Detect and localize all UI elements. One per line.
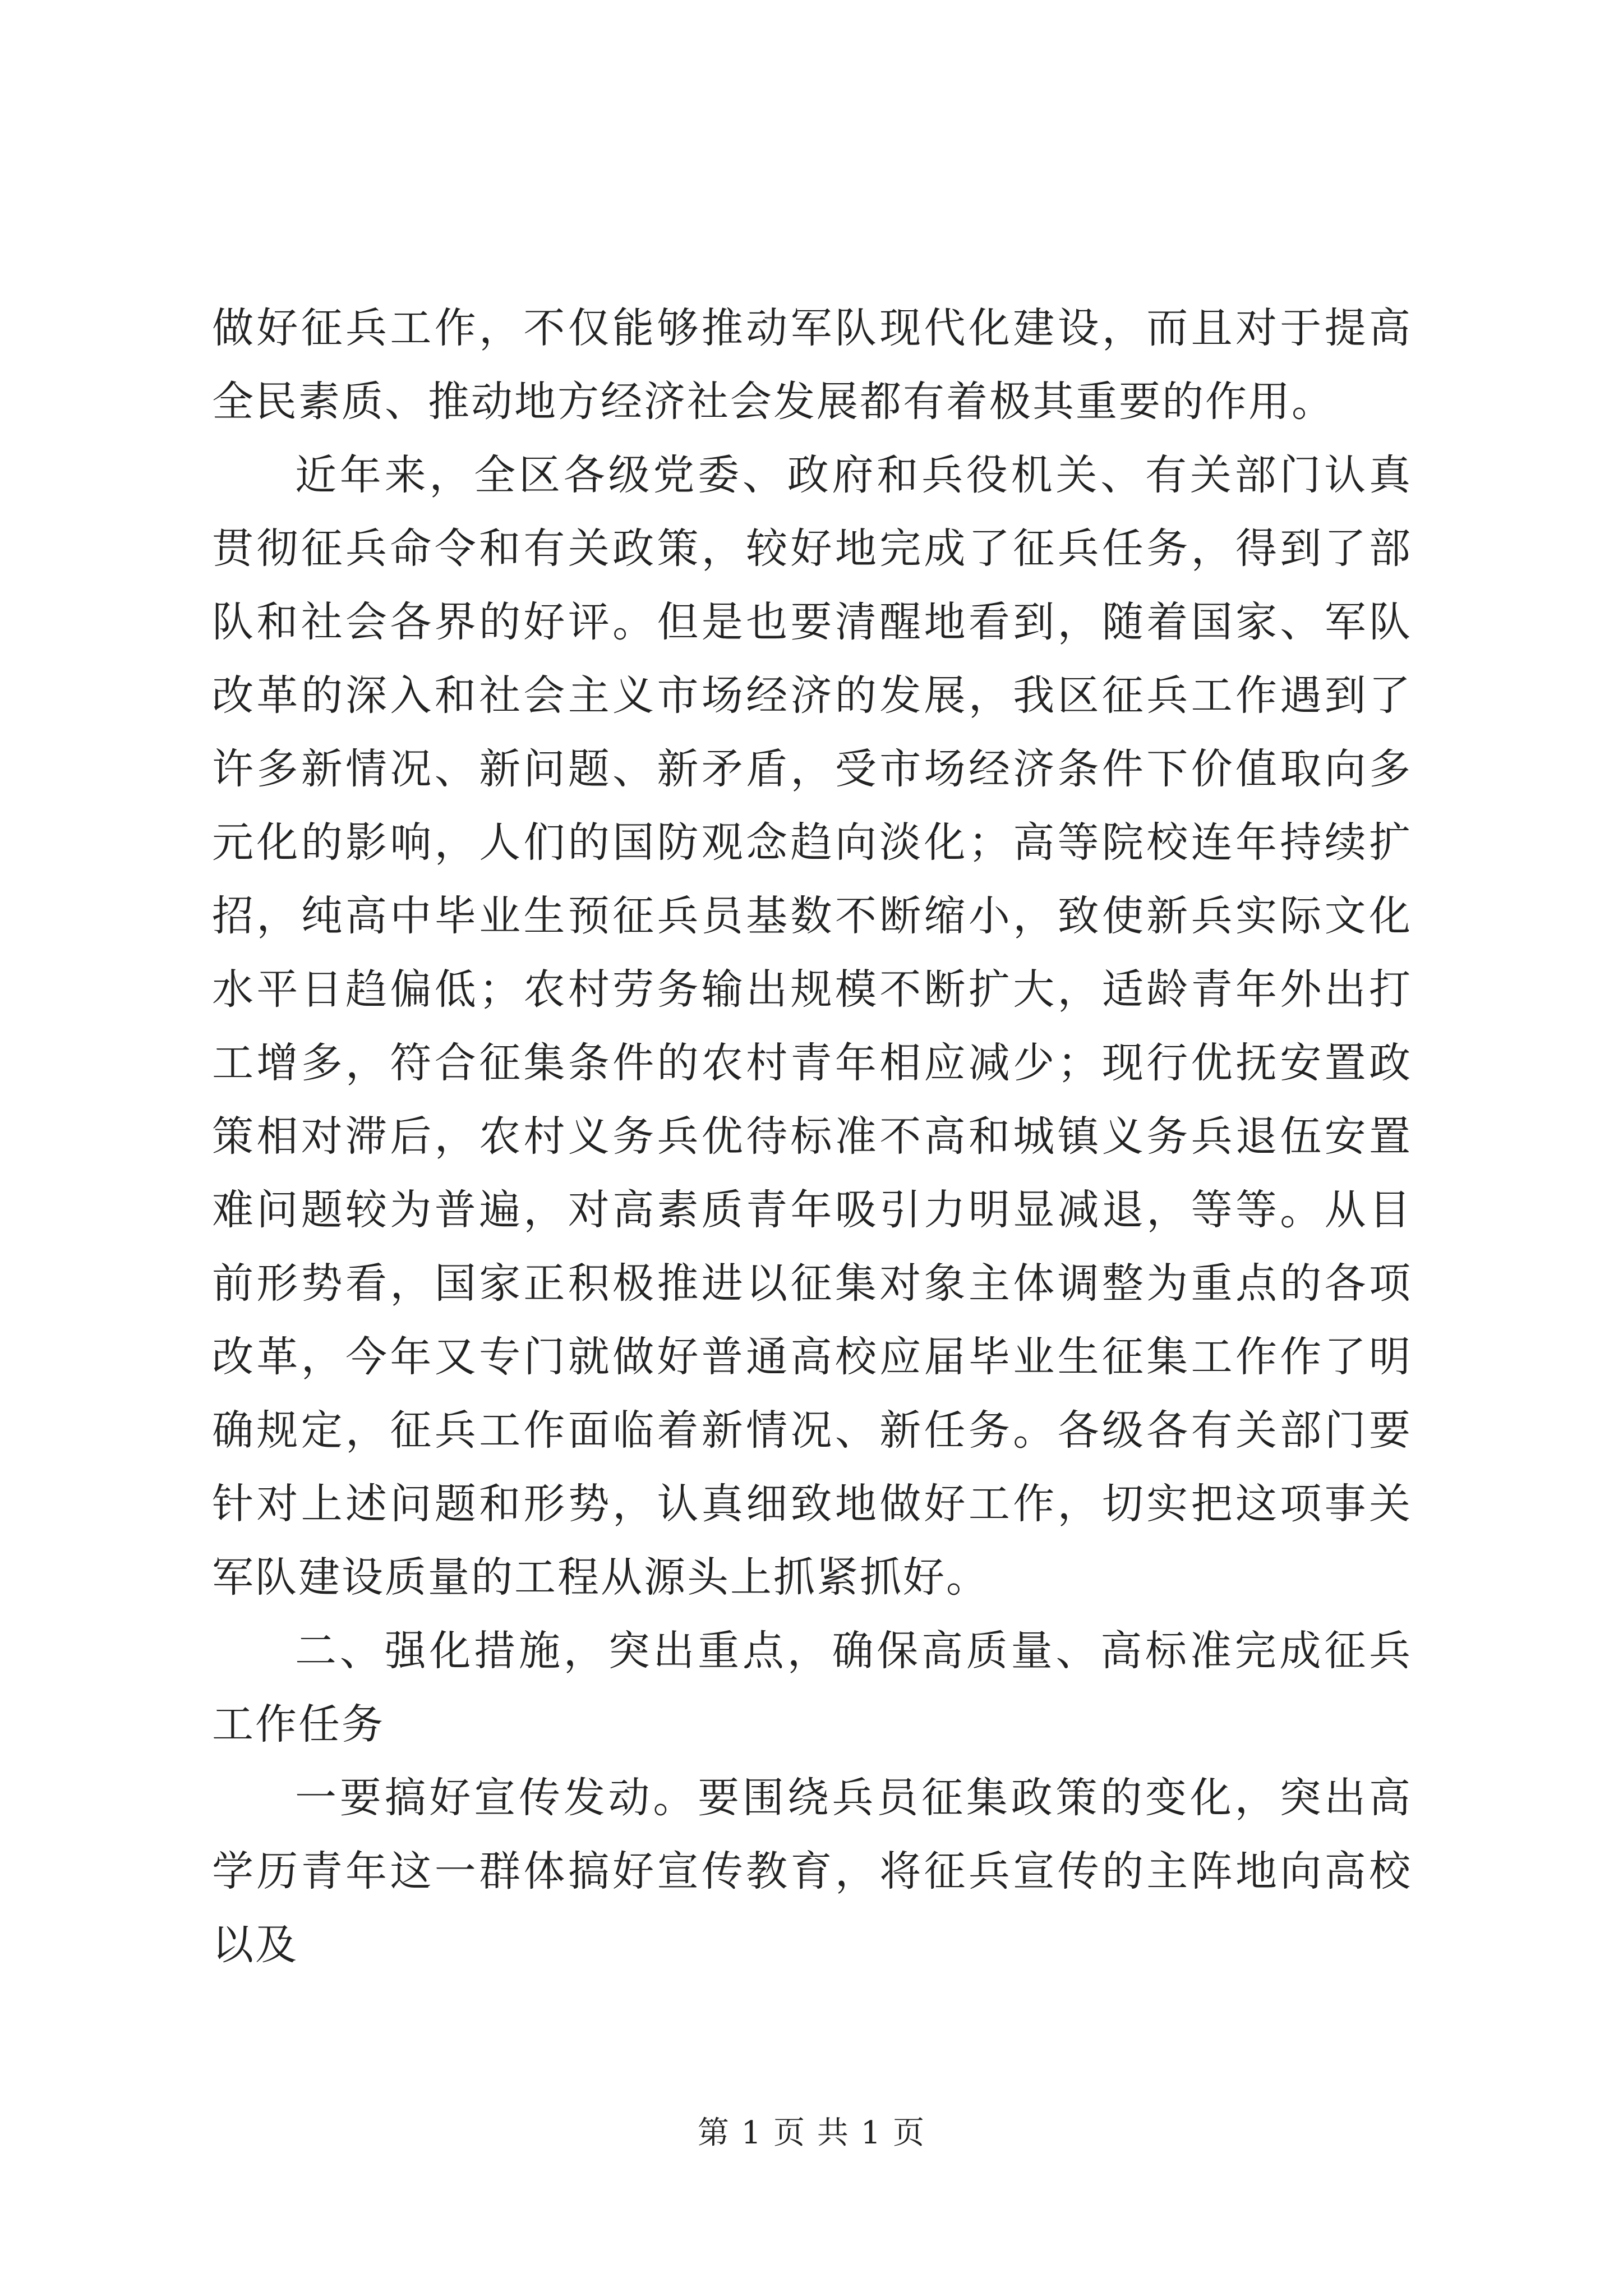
- paragraph-publicity: 一要搞好宣传发动。要围绕兵员征集政策的变化，突出高学历青年这一群体搞好宣传教育，将征兵宣传的主阵地向高校以及: [212, 1774, 1412, 1969]
- paragraph-intro: 做好征兵工作，不仅能够推动军队现代化建设，而且对于提高全民素质、推动地方经济社会发展都有着极其重要的作用。: [212, 304, 1412, 426]
- page-footer: 第 1 页 共 1 页: [697, 2115, 926, 2151]
- section-heading-2: 二、强化措施，突出重点，确保高质量、高标准完成征兵工作任务: [212, 1627, 1412, 1749]
- paragraph-situation: 近年来，全区各级党委、政府和兵役机关、有关部门认真贯彻征兵命令和有关政策，较好地完成了征兵任务，得到了部队和社会各界的好评。但是也要清醒地看到，随着国家、军队改革的深入和社会主义市场经济的发展，我区征兵工作遇到了许多新情况、新问题、新矛盾，受市场经济条件下价值取向多元化的影响，人们的国防观念趋向淡化；高等院校连年持续扩招，纯高中毕业生预征兵员基数不断缩小，致使新兵实际文化水平日趋偏低；农村劳务输出规模不断扩大，适龄青年外出打工增多，符合征集条件的农村青年相应减少；现行优抚安置政策相对滞后，农村义务兵优待标准不高和城镇义务兵退伍安置难问题较为普遍，对高素质青年吸引力明显减退，等等。从目前形势看，国家正积极推进以征集对象主体调整为重点的各项改革，今年又专门就做好普通高校应届毕业生征集工作作了明确规定，征兵工作面临着新情况、新任务。各级各有关部门要针对上述问题和形势，认真细致地做好工作，切实把这项事关军队建设质量的工程从源头上抓紧抓好。: [212, 451, 1412, 1602]
- document-body: [212, 292, 1412, 1982]
